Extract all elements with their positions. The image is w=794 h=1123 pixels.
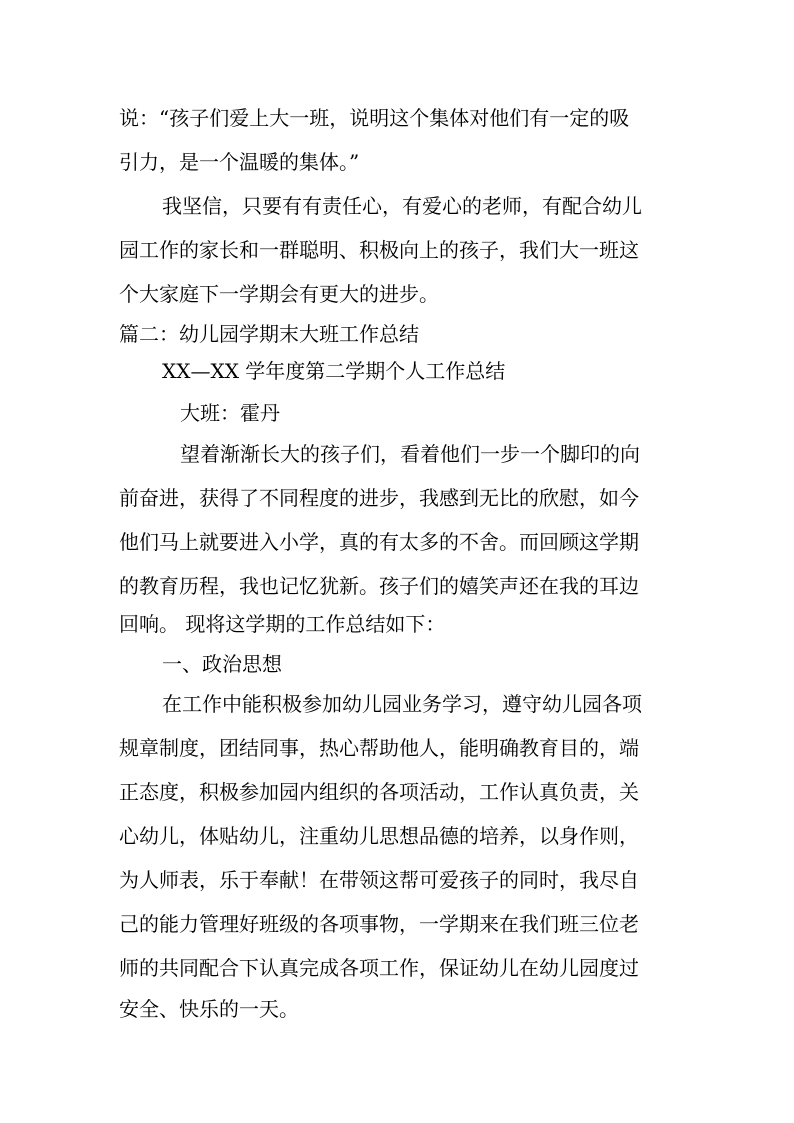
text-line: 规章制度，团结同事，热心帮助他人，能明确教育目的，端 <box>119 736 639 760</box>
text-line: 的教育历程，我也记忆犹新。孩子们的嬉笑声还在我的耳边 <box>119 574 639 598</box>
text-line: 个大家庭下一学期会有更大的进步。 <box>119 282 439 306</box>
text-line: 说：“孩子们爱上大一班，说明这个集体对他们有一定的吸 <box>119 106 630 130</box>
text-line: 我坚信，只要有有责任心，有爱心的老师，有配合幼儿 <box>162 194 642 218</box>
document-title: XX—XX 学年度第二学期个人工作总结 <box>162 359 506 383</box>
text-line: 己的能力管理好班级的各项事物，一学期来在我们班三位老 <box>119 912 639 936</box>
text-line: 前奋进，获得了不同程度的进步，我感到无比的欣慰，如今 <box>119 486 639 510</box>
author-line: 大班：霍丹 <box>180 401 280 425</box>
text-line: 心幼儿，体贴幼儿，注重幼儿思想品德的培养，以身作则， <box>119 824 639 848</box>
section-heading: 一、政治思想 <box>162 652 282 676</box>
text-line: 园工作的家长和一群聪明、积极向上的孩子，我们大一班这 <box>119 238 639 262</box>
text-line: 他们马上就要进入小学，真的有太多的不舍。而回顾这学期 <box>119 530 639 554</box>
text-line: 回响。 现将这学期的工作总结如下： <box>119 612 446 636</box>
text-line: 正态度，积极参加园内组织的各项活动，工作认真负责，关 <box>119 780 639 804</box>
text-line: 安全、快乐的一天。 <box>119 997 299 1021</box>
text-line: 师的共同配合下认真完成各项工作，保证幼儿在幼儿园度过 <box>119 956 639 980</box>
text-line: 引力，是一个温暖的集体。” <box>119 150 360 174</box>
text-line: 望着渐渐长大的孩子们，看着他们一步一个脚印的向 <box>180 442 640 466</box>
section-heading: 篇二：幼儿园学期末大班工作总结 <box>119 322 419 346</box>
text-line: 在工作中能积极参加幼儿园业务学习，遵守幼儿园各项 <box>162 692 642 716</box>
text-line: 为人师表，乐于奉献！在带领这帮可爱孩子的同时，我尽自 <box>119 868 639 892</box>
